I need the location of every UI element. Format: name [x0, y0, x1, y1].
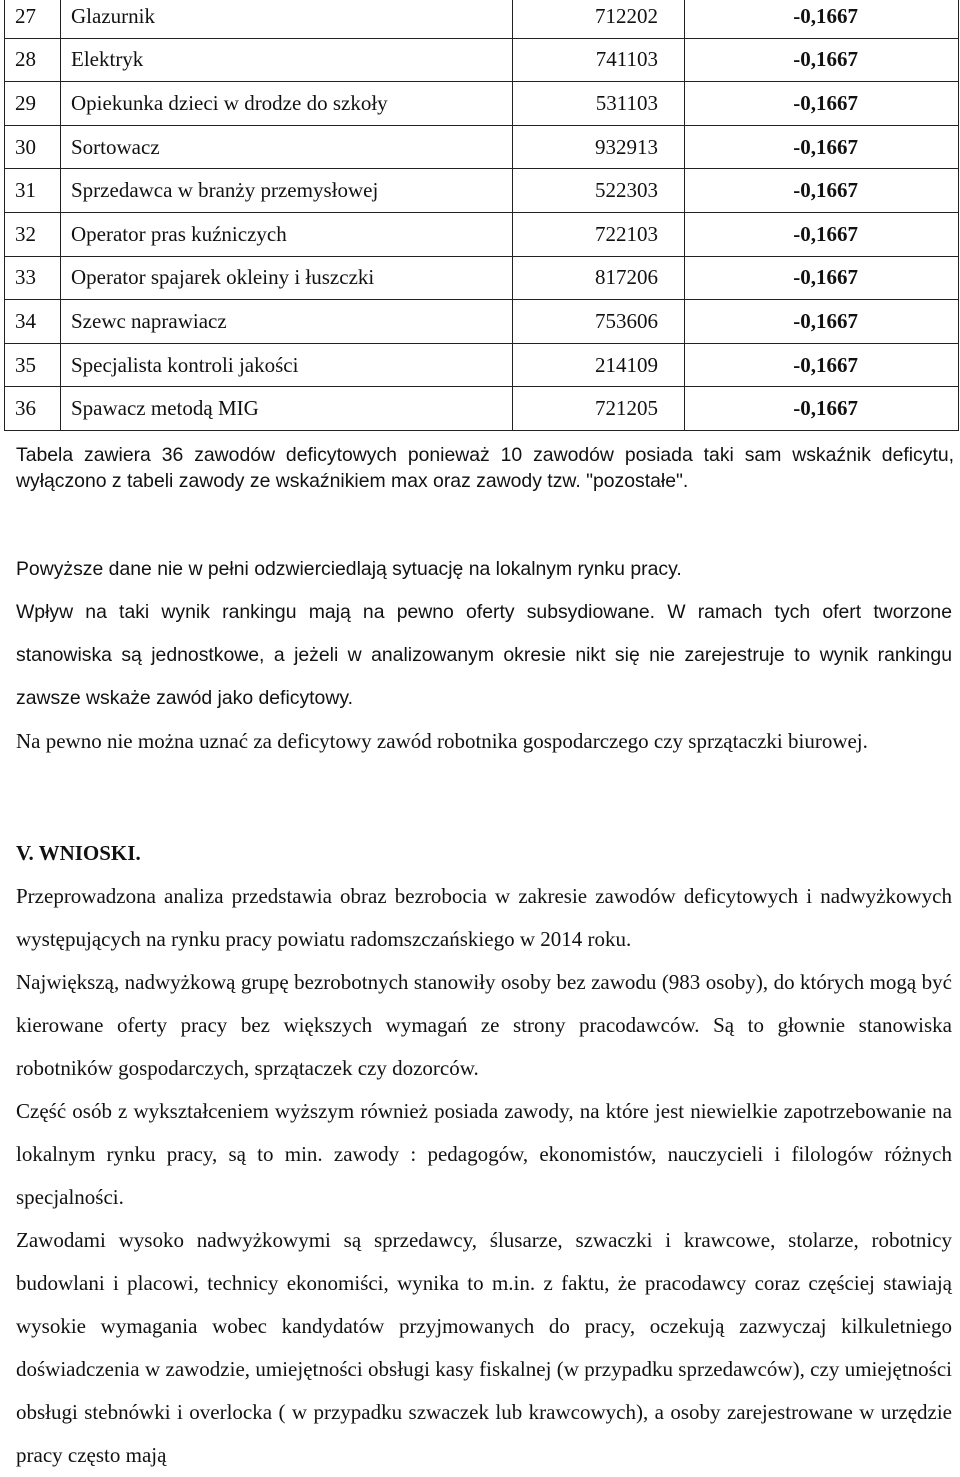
deficit-index: -0,1667 [685, 212, 959, 256]
deficit-index: -0,1667 [685, 300, 959, 344]
row-number: 29 [5, 82, 61, 126]
occupation-name: Glazurnik [61, 0, 513, 38]
table-note: Tabela zawiera 36 zawodów deficytowych ponieważ 10 zawodów posiada taki sam wskaźnik deficytu, wyłączono z tabeli zawody ze wskaźnikiem max oraz zawody tzw. "pozostałe". [16, 444, 954, 492]
row-number: 34 [5, 300, 61, 344]
table-row [5, 169, 959, 213]
table-row [5, 125, 959, 169]
occupation-name: Opiekunka dzieci w drodze do szkoły [61, 82, 513, 126]
occupation-name: Sortowacz [61, 125, 513, 169]
occupation-code: 932913 [513, 125, 685, 169]
deficit-index: -0,1667 [685, 38, 959, 82]
row-number: 35 [5, 343, 61, 387]
occupation-name: Specjalista kontroli jakości [61, 343, 513, 387]
occupation-name: Szewc naprawiacz [61, 300, 513, 344]
paragraph: Zawodami wysoko nadwyżkowymi są sprzedawcy, ślusarze, szwaczki i krawcowe, stolarze, robotnicy budowlani i placowi, technicy ekonomiści, wynika to m.in. z faktu, że pracodawcy coraz częściej stawiają wysokie wymagania wobec kandydatów przyjmowanych do pracy, oczekują zazwyczaj kilkuletniego doświadczenia w zawodzie, umiejętności obsługi kasy fiskalnej (w przypadku sprzedawców), czy umiejętności obsługi stebnówki i overlocka ( w przypadku szwaczek lub krawcowych), a osoby zarejestrowane w urzędzie pracy często mają [16, 1228, 952, 1467]
row-number: 28 [5, 38, 61, 82]
table-row [5, 212, 959, 256]
paragraph: Na pewno nie można uznać za deficytowy zawód robotnika gospodarczego czy sprzątaczki biurowej. [16, 729, 868, 753]
table-row [5, 38, 959, 82]
table-row [5, 256, 959, 300]
deficit-occupations-table [4, 0, 959, 431]
deficit-index: -0,1667 [685, 343, 959, 387]
table-row [5, 82, 959, 126]
occupation-name: Spawacz metodą MIG [61, 387, 513, 431]
row-number: 31 [5, 169, 61, 213]
paragraph: Powyższe dane nie w pełni odzwierciedlają sytuację na lokalnym rynku pracy. [16, 558, 682, 580]
row-number: 27 [5, 0, 61, 38]
occupation-code: 712202 [513, 0, 685, 38]
occupation-code: 817206 [513, 256, 685, 300]
row-number: 36 [5, 387, 61, 431]
paragraph: Część osób z wykształceniem wyższym również posiada zawody, na które jest niewielkie zapotrzebowanie na lokalnym rynku pracy, są to min. zawody : pedagogów, ekonomistów, nauczycieli i filologów różnych specjalności. [16, 1099, 952, 1209]
table-row [5, 300, 959, 344]
table-row [5, 387, 959, 431]
occupation-code: 741103 [513, 38, 685, 82]
paragraph: Wpływ na taki wynik rankingu mają na pewno oferty subsydiowane. W ramach tych ofert tworzone stanowiska są jednostkowe, a jeżeli w analizowanym okresie nikt się nie zarejestruje to wynik rankingu zawsze wskaże zawód jako deficytowy. [16, 601, 952, 709]
paragraph: Przeprowadzona analiza przedstawia obraz bezrobocia w zakresie zawodów deficytowych i nadwyżkowych występujących na rynku pracy powiatu radomszczańskiego w 2014 roku. [16, 884, 952, 951]
occupation-code: 722103 [513, 212, 685, 256]
section-heading: V. WNIOSKI. [16, 841, 141, 865]
deficit-index: -0,1667 [685, 387, 959, 431]
deficit-index: -0,1667 [685, 82, 959, 126]
paragraph: Największą, nadwyżkową grupę bezrobotnych stanowiły osoby bez zawodu (983 osoby), do których mogą być kierowane oferty pracy bez większych wymagań ze strony pracodawców. Są to głownie stanowiska robotników gospodarczych, sprzątaczek czy dozorców. [16, 970, 952, 1080]
occupation-code: 214109 [513, 343, 685, 387]
deficit-index: -0,1667 [685, 169, 959, 213]
deficit-index: -0,1667 [685, 0, 959, 38]
table-row [5, 343, 959, 387]
deficit-index: -0,1667 [685, 256, 959, 300]
occupation-code: 531103 [513, 82, 685, 126]
row-number: 30 [5, 125, 61, 169]
occupation-name: Elektryk [61, 38, 513, 82]
occupation-code: 721205 [513, 387, 685, 431]
row-number: 32 [5, 212, 61, 256]
conclusions-paragraphs [16, 875, 952, 1477]
occupation-code: 522303 [513, 169, 685, 213]
row-number: 33 [5, 256, 61, 300]
occupation-name: Sprzedawca w branży przemysłowej [61, 169, 513, 213]
table-row [5, 0, 959, 38]
analysis-paragraphs [16, 548, 952, 763]
occupation-name: Operator spajarek okleiny i łuszczki [61, 256, 513, 300]
occupation-name: Operator pras kuźniczych [61, 212, 513, 256]
occupation-code: 753606 [513, 300, 685, 344]
deficit-index: -0,1667 [685, 125, 959, 169]
